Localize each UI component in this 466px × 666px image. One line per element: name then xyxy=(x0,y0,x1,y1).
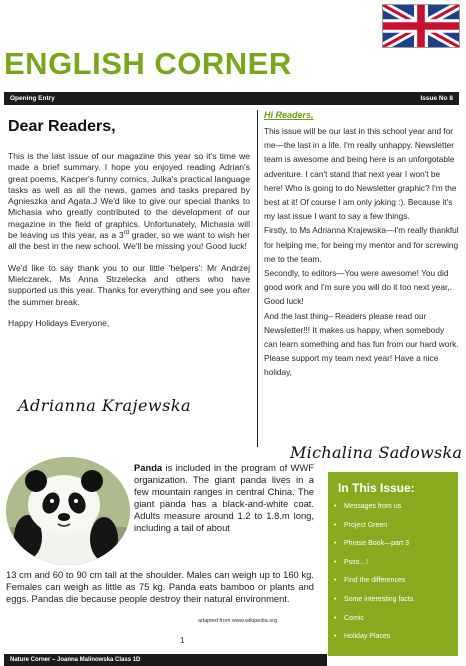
bullet-icon: • xyxy=(334,540,337,548)
graphics-letter-heading: Hi Readers, xyxy=(264,110,314,120)
signature-graphics: Michalina Sadowska xyxy=(290,443,463,462)
in-this-issue-box xyxy=(328,472,458,656)
bottom-bar-text: Nature Corner – Joanna Malinowska Class 1D xyxy=(10,657,141,663)
letter-paragraph: We'd like to say thank you to our little 'helpers': Mr Andrzej Mielczarek, Ms Anna Strzelecka and others who have supported us this year. Thanks for everything and see you after the summer break. xyxy=(8,262,250,307)
letter-paragraph: This is the last issue of our magazine this year so it's time we made a brief summary. I hope you enjoyed reading Adrian's great poems, Kacper's funny comics, Julka's practical language tasks as well as all the news, games and tasks prepared by Agnieszka and Agata.J We'd like to give our special thanks to Michasia who greatly contributed to the development of our magazine in the field of graphics. Unfortunately, Michasia will be leaving us this year, as a 3rd grader, so we want to wish her all the best in the new school. We'll be missing you! Good luck! xyxy=(8,151,250,252)
bullet-icon: • xyxy=(334,558,337,566)
top-bar xyxy=(4,92,459,105)
letter-heading: Dear Readers, xyxy=(8,118,116,135)
contents-item[interactable]: • Holiday Places xyxy=(334,633,391,641)
signature-editor: Adrianna Krajewska xyxy=(18,396,192,415)
panda-article-part2: 13 cm and 60 to 90 cm tall at the shoulder. Males can weigh up to 160 kg. Females can weigh as little as 75 kg. Panda eats bamboo or plants and eggs. Pandas die because people destroy their natural environment. xyxy=(6,569,314,604)
bottom-bar xyxy=(4,654,327,666)
panda-photo xyxy=(6,457,130,565)
graphics-letter-body: This issue will be our last in this school year and for me—the last in a life. I'm really unhappy. Newsletter team is awesome and being here is an unforgotable adventure. I can't stand that next year I won't be here! Who is going to do Newsletter graphic? I'm the best at it! Of course I am only joking :). Because it's my last issue I want to say a few things. Firstly, to Ms Adrianna Krajewska—I'm really thankful for helping me, for being my mentor and for screwing me to the team. Secondly, to editors—You were awesome! You did good work and I'm sure you will do it too next year,. Good luck! And the last thing– Readers please read our Newsletter!!! It makes us happy, when somebody can learn something and has fun from our hard work. Please support my team next year! Have a nice holiday, xyxy=(264,126,459,378)
in-this-issue-heading: In This Issue: xyxy=(338,481,415,495)
editor-letter xyxy=(8,151,250,339)
bullet-icon: • xyxy=(334,521,337,529)
contents-item[interactable]: • Find the differences xyxy=(334,577,406,585)
union-jack-flag-icon xyxy=(382,4,460,48)
section-label: Opening Entry xyxy=(10,95,55,102)
issue-number: Issue No 8 xyxy=(420,95,453,102)
contents-item[interactable]: • Phrase Book—part 3 xyxy=(334,540,409,548)
column-divider xyxy=(257,110,258,447)
letter-closing: Happy Holidays Everyone, xyxy=(8,317,110,328)
contents-item[interactable]: • Project Green xyxy=(334,521,388,529)
bullet-icon: • xyxy=(334,614,337,622)
contents-item[interactable]: • Some interesting facts xyxy=(334,595,414,603)
contents-item[interactable]: • Comic xyxy=(334,614,364,622)
panda-article-part1: Panda is included in the program of WWF organization. The giant panda lives in a few mountain ranges in central China. The giant panda has a black-and-white coat. Adults measure around 1.2 to 1.8.m long, including a tail of about xyxy=(134,462,314,533)
contents-list xyxy=(334,503,454,652)
contents-item[interactable]: • Psss…! xyxy=(334,558,369,566)
bullet-icon: • xyxy=(334,595,337,603)
bullet-icon: • xyxy=(334,633,337,641)
page-number: 1 xyxy=(180,636,185,645)
contents-item[interactable]: • Messages from us xyxy=(334,503,402,510)
masthead-title: ENGLISH CORNER xyxy=(4,46,292,81)
bullet-icon: • xyxy=(334,577,337,585)
source-credit: adapted from www.wikipedia.org xyxy=(198,618,278,624)
bullet-icon: • xyxy=(334,503,337,510)
